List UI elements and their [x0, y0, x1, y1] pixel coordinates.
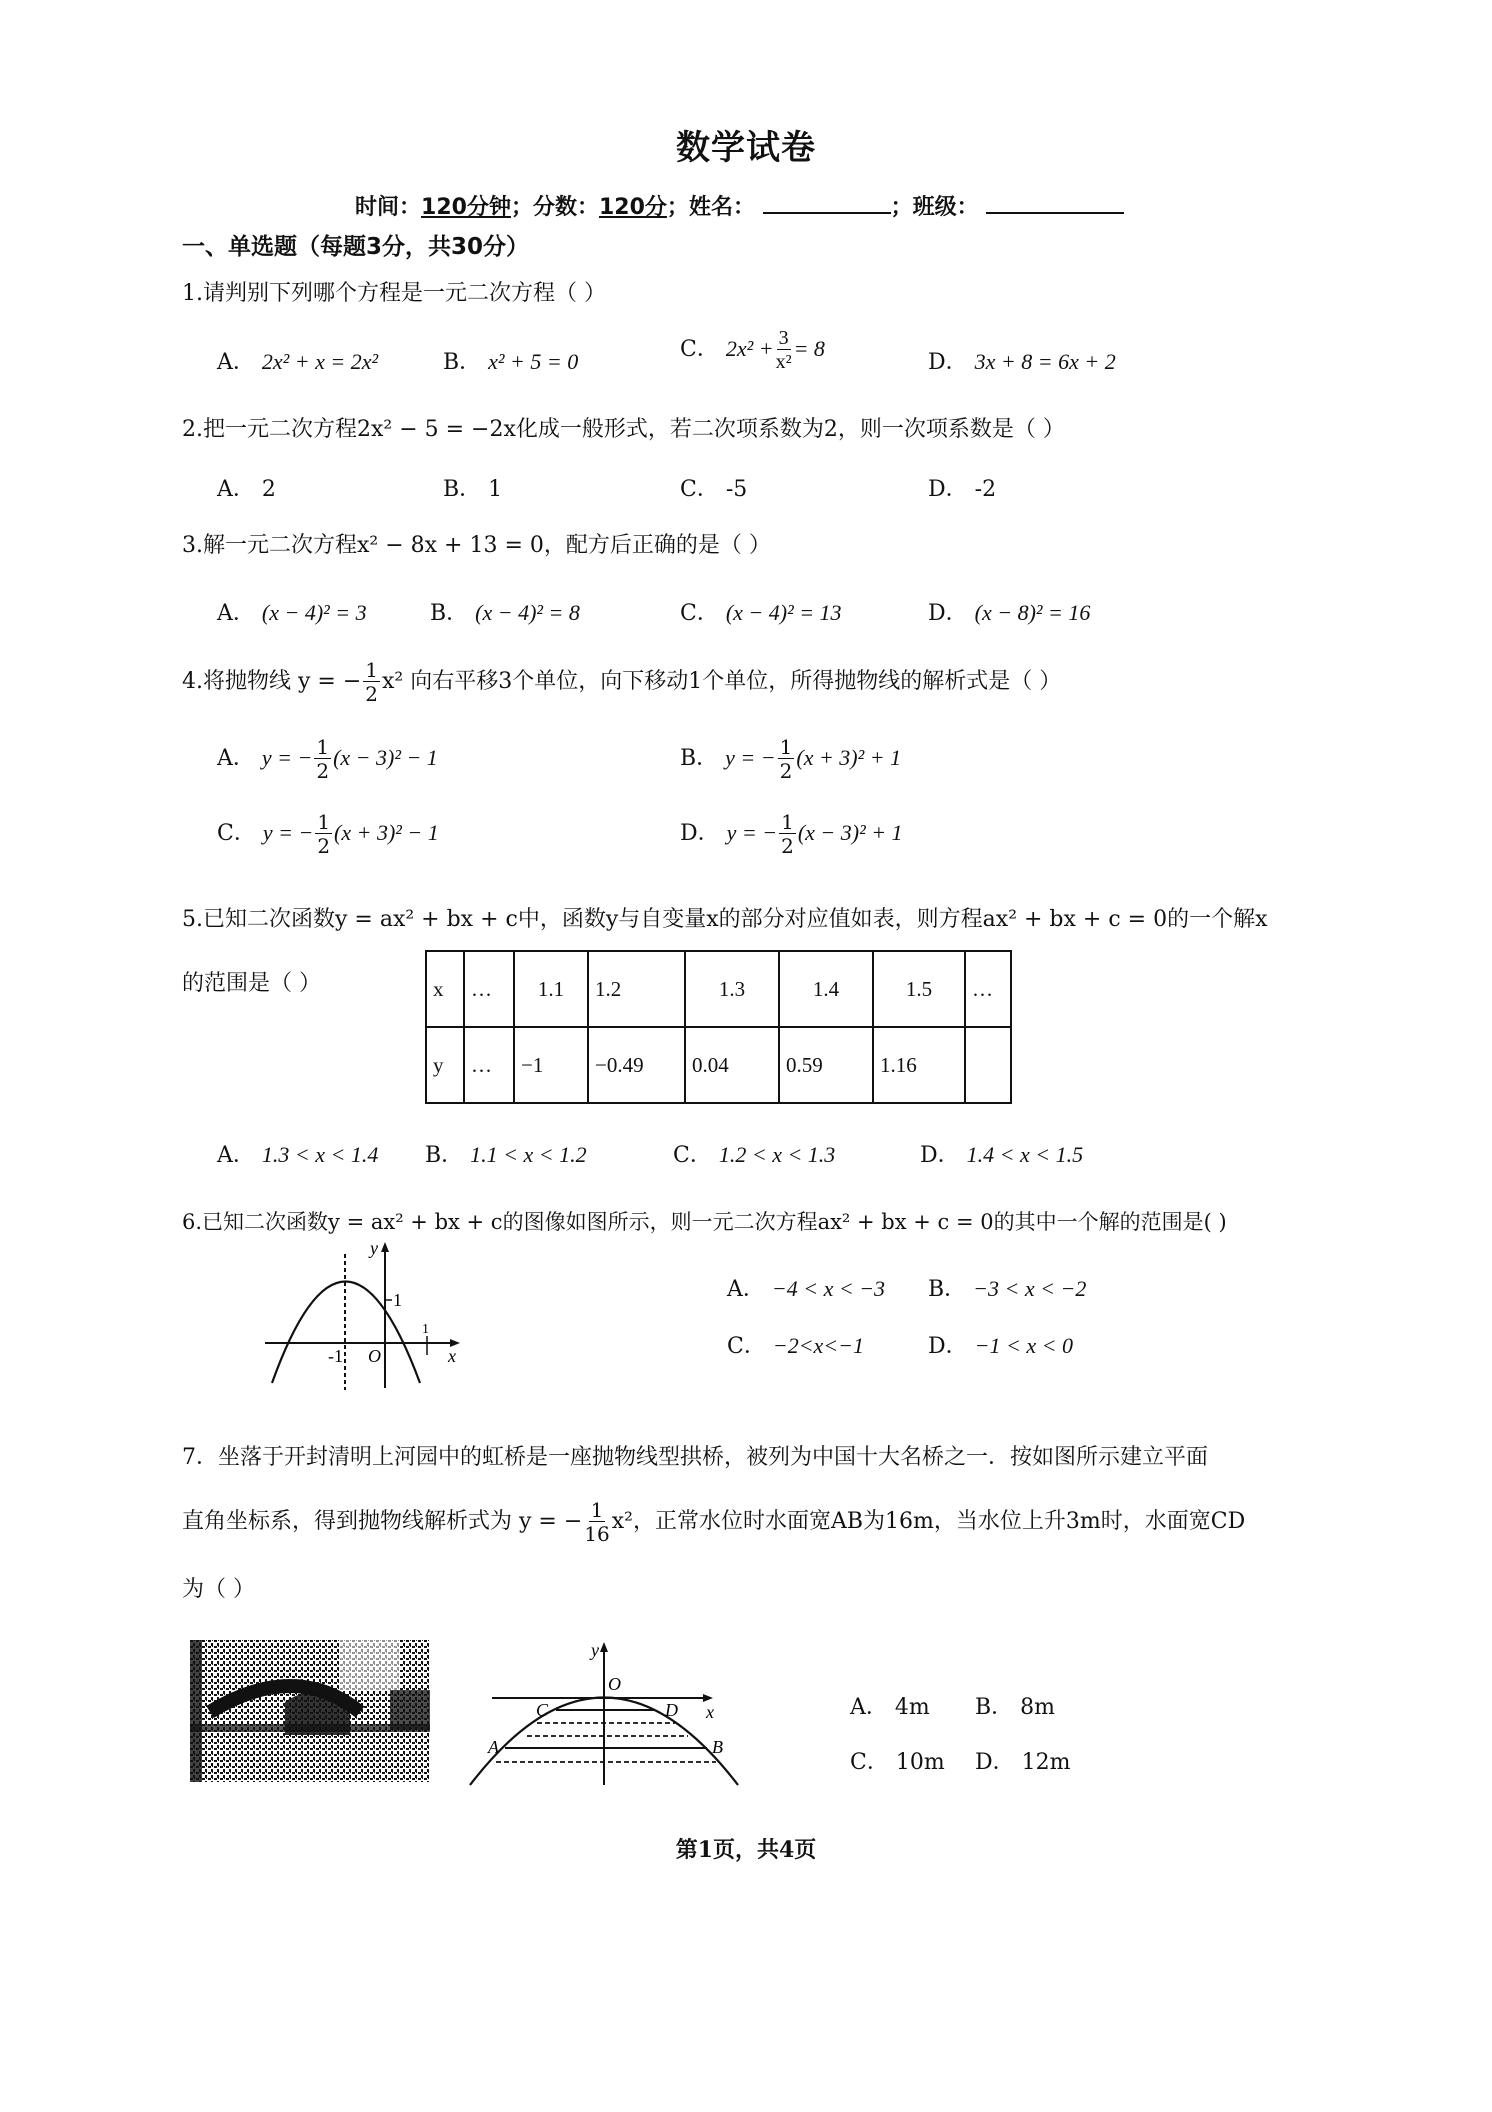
q2-option-d[interactable] [928, 472, 996, 503]
table-cell: x [426, 951, 464, 1027]
question-3-stem: 3.解一元二次方程x² − 8x + 13 = 0，配方后正确的是（ ） [182, 533, 771, 558]
option-text: 2 [261, 477, 276, 502]
option-text: (x − 4)² = 8 [475, 600, 580, 625]
option-text: (x − 4)² = 13 [725, 600, 842, 625]
table-cell: −1 [514, 1027, 588, 1103]
label-b: B [712, 1737, 723, 1757]
q5-option-a[interactable] [217, 1138, 378, 1169]
fraction-denominator: 16 [584, 1522, 610, 1546]
option-text: = 8 [793, 336, 825, 361]
table-cell: 1.5 [873, 951, 965, 1027]
section-heading: 一、单选题（每题3分，共30分） [182, 234, 530, 260]
separator: ； [666, 195, 689, 220]
option-label: C． [217, 821, 256, 846]
table-row-y [426, 1027, 1011, 1103]
option-label: D． [928, 477, 968, 502]
option-text: 1.2 < x < 1.3 [718, 1142, 836, 1167]
option-label: C． [680, 337, 719, 362]
option-text: −1 < x < 0 [974, 1333, 1073, 1358]
value-table [425, 950, 1012, 1104]
table-cell: … [965, 951, 1011, 1027]
label-neg-one: -1 [328, 1346, 343, 1366]
page-number: 第1页，共4页 [675, 1837, 817, 1863]
table-cell: 0.04 [685, 1027, 779, 1103]
option-text: 1.1 < x < 1.2 [470, 1142, 587, 1167]
q4-option-b[interactable] [680, 737, 901, 781]
fraction-denominator: 2 [365, 682, 379, 706]
q1-option-b[interactable] [443, 345, 578, 376]
q6-option-b[interactable] [928, 1272, 1086, 1303]
option-text: 4m [894, 1695, 930, 1720]
photo-tree [390, 1690, 430, 1730]
option-label: D． [928, 1334, 968, 1359]
q2-option-a[interactable] [217, 472, 276, 503]
table-cell: 1.1 [514, 951, 588, 1027]
stem-text: x² 向右平移3个单位，向下移动1个单位，所得抛物线的解析式是（ ） [382, 669, 1062, 694]
option-text: (x − 3)² + 1 [797, 820, 903, 845]
q5-option-b[interactable] [425, 1138, 587, 1169]
x-axis-arrow-icon [703, 1694, 713, 1702]
y-axis-arrow-icon [600, 1642, 608, 1652]
option-text: (x + 3)² − 1 [334, 820, 439, 845]
fraction-denominator: 2 [317, 834, 331, 858]
table-cell: 1.2 [588, 951, 685, 1027]
time-value: 120分钟 [421, 195, 511, 220]
option-text: 1.4 < x < 1.5 [966, 1142, 1084, 1167]
table-cell: 0.59 [779, 1027, 873, 1103]
label-y-axis: y [370, 1238, 378, 1258]
option-text: -2 [974, 477, 997, 502]
photo-sky [340, 1640, 400, 1690]
question-6-stem: 6.已知二次函数y = ax² + bx + c的图像如图所示，则一元二次方程ax² + bx + c = 0的其中一个解的范围是( ) [182, 1210, 1227, 1234]
option-label: B． [425, 1143, 464, 1168]
q1-option-c[interactable] [680, 328, 825, 372]
option-label: C． [680, 601, 719, 626]
q2-option-c[interactable] [680, 472, 747, 503]
fraction-numerator: 1 [316, 735, 330, 759]
score-value: 120分 [598, 195, 667, 220]
label-origin: O [368, 1346, 381, 1366]
q4-option-a[interactable] [217, 737, 438, 781]
q4-option-d[interactable] [680, 812, 903, 856]
option-text: (x − 8)² = 16 [974, 600, 1091, 625]
option-label: B． [430, 601, 469, 626]
q7-bridge-diagram [460, 1640, 750, 1790]
option-label: D． [975, 1750, 1015, 1775]
option-text: 1.3 < x < 1.4 [261, 1142, 379, 1167]
option-label: A． [217, 1143, 255, 1168]
option-text: (x − 3)² − 1 [333, 745, 438, 770]
fraction-denominator: x² [775, 351, 792, 373]
option-text: 1 [488, 477, 503, 502]
class-field[interactable] [986, 211, 1124, 214]
option-label: D． [680, 821, 720, 846]
fraction-denominator: 2 [779, 759, 793, 783]
q5-option-d[interactable] [920, 1138, 1083, 1169]
option-text: −2<x<−1 [772, 1333, 864, 1358]
fraction-numerator: 3 [778, 327, 789, 349]
q3-option-d[interactable] [928, 596, 1090, 627]
label-x-axis: x [448, 1346, 456, 1366]
option-text: 12m [1021, 1750, 1071, 1775]
table-cell: … [464, 1027, 514, 1103]
q6-option-a[interactable] [727, 1272, 885, 1303]
option-text: 8m [1020, 1695, 1056, 1720]
question-5-stem-line2: 的范围是（ ） [182, 971, 321, 996]
option-text: 10m [895, 1750, 945, 1775]
time-label: 时间： [355, 195, 422, 220]
option-label: B． [680, 746, 719, 771]
q3-option-b[interactable] [430, 596, 580, 627]
name-label: 姓名： [688, 195, 755, 220]
option-text: (x − 4)² = 3 [261, 600, 367, 625]
question-4-stem [182, 660, 1061, 704]
table-cell: y [426, 1027, 464, 1103]
option-label: B． [975, 1695, 1014, 1720]
fraction-numerator: 1 [365, 658, 379, 682]
score-label: 分数： [532, 195, 599, 220]
table-cell: 1.16 [873, 1027, 965, 1103]
option-text: −4 < x < −3 [771, 1276, 886, 1301]
option-text: y = − [726, 820, 778, 845]
name-field[interactable] [763, 211, 891, 214]
option-text: −3 < x < −2 [973, 1276, 1087, 1301]
q1-option-d[interactable] [928, 345, 1116, 376]
fraction-numerator: 1 [317, 810, 331, 834]
fraction-denominator: 2 [316, 759, 330, 783]
option-label: C． [850, 1750, 889, 1775]
q7-option-b[interactable] [975, 1690, 1055, 1721]
question-7-stem-line3: 为（ ） [182, 1577, 255, 1602]
option-label: C． [673, 1143, 712, 1168]
separator: ； [510, 195, 533, 220]
y-axis-arrow-icon [381, 1242, 389, 1252]
table-cell: 1.3 [685, 951, 779, 1027]
option-label: A． [217, 601, 255, 626]
option-label: D． [928, 601, 968, 626]
option-label: A． [727, 1277, 765, 1302]
option-label: B． [443, 477, 482, 502]
option-label: D． [920, 1143, 960, 1168]
q2-option-b[interactable] [443, 472, 502, 503]
label-d: D [665, 1700, 678, 1720]
option-text: y = − [725, 745, 776, 770]
option-text: x² + 5 = 0 [488, 349, 579, 374]
q4-option-c[interactable] [217, 812, 439, 856]
class-label: 班级： [912, 195, 979, 220]
option-text: 3x + 8 = 6x + 2 [974, 349, 1116, 374]
option-label: A． [217, 350, 255, 375]
table-cell [965, 1027, 1011, 1103]
stem-text: 直角坐标系，得到抛物线解析式为 y = − [182, 1509, 583, 1534]
option-text: 2x² + [725, 336, 774, 361]
fraction-numerator: 1 [590, 1498, 604, 1522]
option-label: A． [850, 1695, 888, 1720]
option-text: y = − [261, 745, 313, 770]
option-label: A． [217, 746, 255, 771]
option-text: -5 [725, 477, 748, 502]
label-a: A [488, 1737, 499, 1757]
question-5-stem-line1: 5.已知二次函数y = ax² + bx + c中，函数y与自变量x的部分对应值如表，则方程ax² + bx + c = 0的一个解x [182, 907, 1268, 932]
table-cell: … [464, 951, 514, 1027]
option-text: 2x² + x = 2x² [261, 349, 379, 374]
label-x-one: 1 [422, 1322, 429, 1337]
label-x: x [706, 1702, 714, 1722]
fraction-denominator: 2 [781, 834, 794, 858]
separator: ； [890, 195, 913, 220]
q6-option-d[interactable] [928, 1329, 1073, 1360]
q7-option-a[interactable] [850, 1690, 930, 1721]
q1-option-a[interactable] [217, 345, 378, 376]
q3-option-c[interactable] [680, 596, 842, 627]
option-label: B． [928, 1277, 967, 1302]
table-cell: 1.4 [779, 951, 873, 1027]
question-7-stem-line1: 7．坐落于开封清明上河园中的虹桥是一座抛物线型拱桥，被列为中国十大名桥之一．按如图所示建立平面 [182, 1445, 1209, 1470]
option-text: (x + 3)² + 1 [796, 745, 902, 770]
label-y-one: 1 [393, 1290, 402, 1310]
stem-text: x²，正常水位时水面宽AB为16m，当水位上升3m时，水面宽CD [611, 1509, 1246, 1534]
label-origin: O [608, 1674, 621, 1694]
table-cell: −0.49 [588, 1027, 685, 1103]
exam-meta [355, 190, 1124, 221]
label-c: C [536, 1700, 549, 1720]
stem-text: 4.将抛物线 y = − [182, 669, 362, 694]
option-label: C． [727, 1334, 766, 1359]
q7-option-d[interactable] [975, 1745, 1071, 1776]
option-label: D． [928, 350, 968, 375]
option-label: B． [443, 350, 482, 375]
fraction-numerator: 1 [781, 810, 794, 834]
q6-option-c[interactable] [727, 1329, 864, 1360]
fraction-numerator: 1 [779, 735, 793, 759]
table-row-x [426, 951, 1011, 1027]
label-y: y [591, 1640, 599, 1660]
option-label: A． [217, 477, 255, 502]
option-text: y = − [262, 820, 314, 845]
bridge-photo [190, 1640, 430, 1782]
question-2-stem: 2.把一元二次方程2x² − 5 = −2x化成一般形式，若二次项系数为2，则一次项系数是（ ） [182, 417, 1065, 442]
q6-parabola-graph [260, 1240, 460, 1390]
q3-option-a[interactable] [217, 596, 367, 627]
question-7-stem-line2 [182, 1500, 1245, 1544]
page-title: 数学试卷 [676, 128, 816, 168]
option-label: C． [680, 477, 719, 502]
q5-option-c[interactable] [673, 1138, 835, 1169]
question-1-stem: 1.请判别下列哪个方程是一元二次方程（ ） [182, 281, 606, 306]
q7-option-c[interactable] [850, 1745, 945, 1776]
photo-left-edge [190, 1640, 202, 1782]
